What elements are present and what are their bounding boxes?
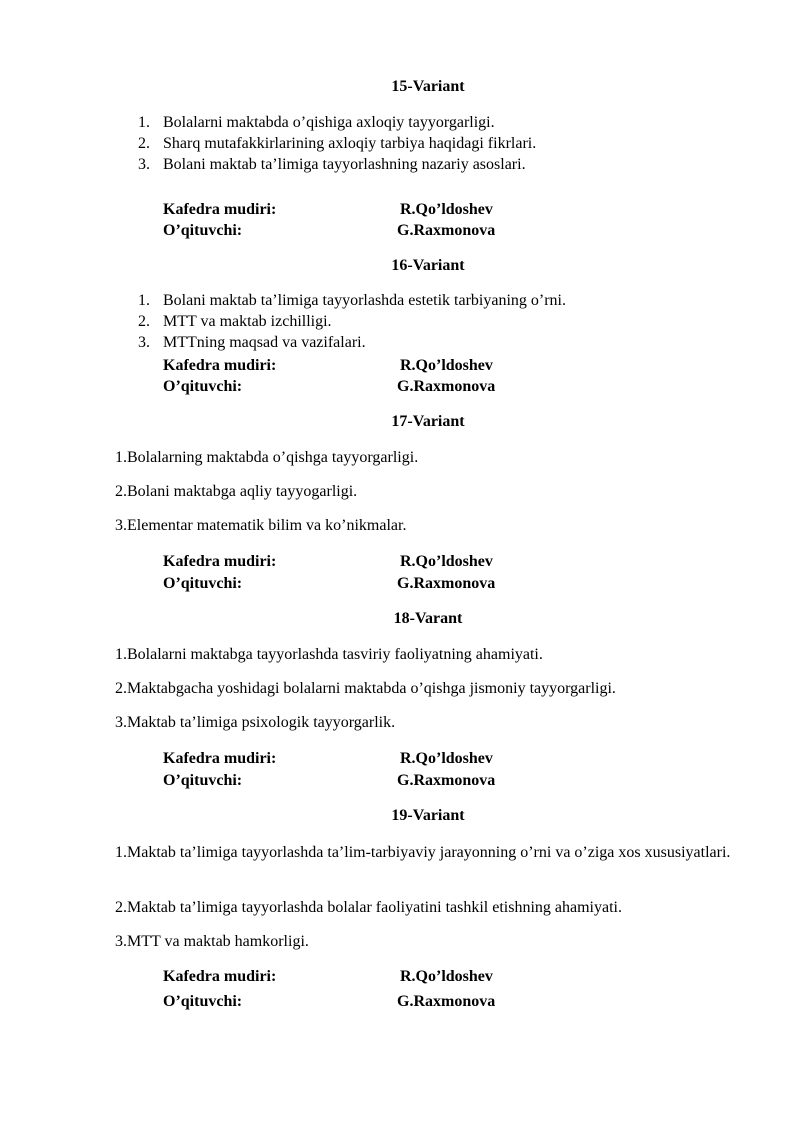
question-text: 1.Maktab ta’limiga tayyorlashda ta’lim-tarbiyaviy jarayonning o’rni va o’ziga xos xususiyatlari.	[115, 844, 731, 861]
item-number: 3.	[138, 334, 150, 351]
head-label: Kafedra mudiri:	[163, 553, 277, 570]
question-text: Bolalarni maktabda o’qishiga axloqiy tayyorgarligi.	[163, 114, 495, 131]
teacher-name: G.Raxmonova	[397, 993, 496, 1010]
question-text: 2.Maktabgacha yoshidagi bolalarni maktabda o’qishga jismoniy tayyorgarligi.	[115, 680, 616, 697]
head-name: R.Qo’ldoshev	[400, 968, 493, 985]
question-text: MTTning maqsad va vazifalari.	[163, 334, 366, 351]
item-number: 2.	[138, 313, 150, 330]
head-name: R.Qo’ldoshev	[400, 553, 493, 570]
teacher-name: G.Raxmonova	[397, 575, 496, 592]
question-text: Bolani maktab ta’limiga tayyorlashda estetik tarbiyaning o’rni.	[163, 292, 566, 309]
teacher-name: G.Raxmonova	[397, 378, 496, 395]
teacher-name: G.Raxmonova	[397, 772, 496, 789]
question-text: 3.Maktab ta’limiga psixologik tayyorgarlik.	[115, 714, 396, 731]
variant-title: 15-Variant	[391, 78, 465, 95]
head-label: Kafedra mudiri:	[163, 357, 277, 374]
teacher-label: O’qituvchi:	[163, 575, 243, 592]
item-number: 1.	[138, 292, 150, 309]
teacher-label: O’qituvchi:	[163, 993, 243, 1010]
item-number: 1.	[138, 114, 150, 131]
question-text: Bolani maktab ta’limiga tayyorlashning nazariy asoslari.	[163, 156, 526, 173]
variant-title: 16-Variant	[391, 257, 465, 274]
variant-title: 18-Varant	[393, 610, 463, 627]
question-text: 1.Bolalarning maktabda o’qishga tayyorgarligi.	[115, 449, 419, 466]
question-text: 1.Bolalarni maktabga tayyorlashda tasviriy faoliyatning ahamiyati.	[115, 646, 543, 663]
head-label: Kafedra mudiri:	[163, 750, 277, 767]
question-text: 2.Maktab ta’limiga tayyorlashda bolalar faoliyatini tashkil etishning ahamiyati.	[115, 899, 622, 916]
head-name: R.Qo’ldoshev	[400, 201, 493, 218]
question-text: Sharq mutafakkirlarining axloqiy tarbiya haqidagi fikrlari.	[163, 135, 537, 152]
variant-title: 17-Variant	[391, 413, 465, 430]
head-name: R.Qo’ldoshev	[400, 750, 493, 767]
question-text: 2.Bolani maktabga aqliy tayyogarligi.	[115, 483, 358, 500]
question-text: 3.Elementar matematik bilim va ko’nikmalar.	[115, 517, 407, 534]
question-text: 3.MTT va maktab hamkorligi.	[115, 933, 309, 950]
head-label: Kafedra mudiri:	[163, 968, 277, 985]
item-number: 2.	[138, 135, 150, 152]
teacher-label: O’qituvchi:	[163, 378, 243, 395]
head-name: R.Qo’ldoshev	[400, 357, 493, 374]
question-text: MTT va maktab izchilligi.	[163, 313, 332, 330]
item-number: 3.	[138, 156, 150, 173]
teacher-label: O’qituvchi:	[163, 772, 243, 789]
teacher-name: G.Raxmonova	[397, 222, 496, 239]
head-label: Kafedra mudiri:	[163, 201, 277, 218]
variant-title: 19-Variant	[391, 807, 465, 824]
teacher-label: O’qituvchi:	[163, 222, 243, 239]
